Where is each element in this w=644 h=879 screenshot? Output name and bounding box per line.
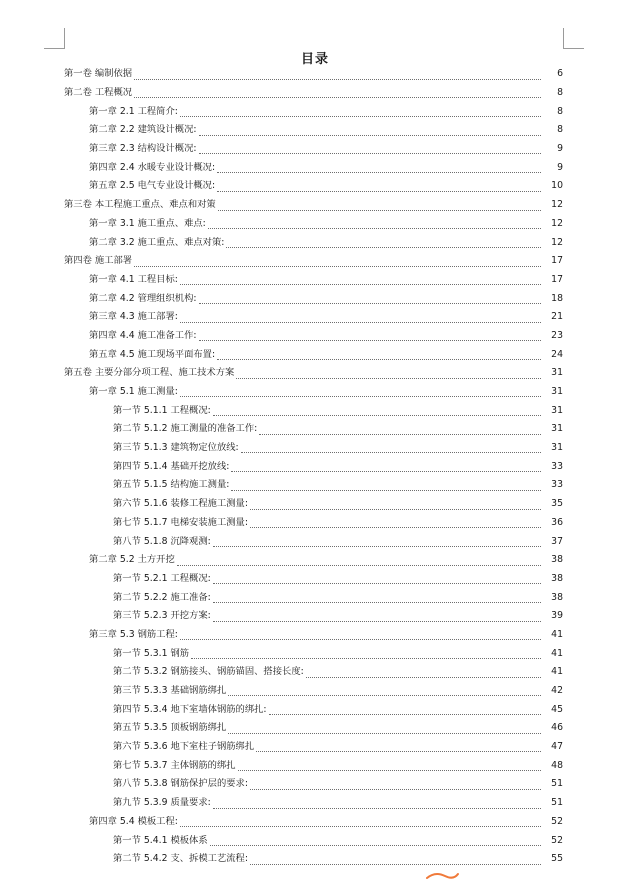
toc-entry-chapter[interactable] [89, 813, 644, 832]
toc-entry-section[interactable] [113, 719, 644, 738]
toc-entry-label: 第一章 5.1 施工测量: [89, 386, 178, 398]
toc-entry-page-number: 35 [551, 498, 563, 510]
toc-entry-page-number: 8 [557, 87, 563, 99]
toc-entry-page-number: 31 [551, 404, 563, 416]
toc-entry-label: 第四章 4.4 施工准备工作: [89, 329, 197, 341]
toc-entry-page-number: 31 [551, 386, 563, 398]
dot-leader [236, 377, 541, 379]
toc-entry-section[interactable] [113, 756, 644, 775]
toc-entry-label: 第四节 5.3.4 地下室墙体钢筋的绑扎: [113, 703, 267, 715]
toc-entry-page-number: 12 [551, 199, 563, 211]
dot-leader [259, 433, 541, 435]
toc-entry-chapter[interactable] [89, 102, 644, 121]
toc-entry-section[interactable] [113, 476, 644, 495]
toc-entry-chapter[interactable] [89, 345, 644, 364]
toc-entry-chapter[interactable] [89, 383, 644, 402]
dot-leader [180, 638, 541, 640]
dot-leader [250, 526, 541, 528]
toc-entry-label: 第一节 5.1.1 工程概况: [113, 404, 211, 416]
toc-entry-label: 第九节 5.3.9 质量要求: [113, 797, 211, 809]
toc-entry-label: 第一节 5.4.1 模板体系 [113, 834, 208, 846]
dot-leader [213, 620, 541, 622]
toc-entry-page-number: 8 [557, 124, 563, 136]
dot-leader [256, 750, 541, 752]
toc-entry-label: 第一章 2.1 工程简介: [89, 105, 178, 117]
dot-leader [199, 152, 542, 154]
toc-entry-section[interactable] [113, 775, 644, 794]
toc-entry-label: 第四章 2.4 水暖专业设计概况: [89, 161, 216, 173]
toc-entry-page-number: 12 [551, 217, 563, 229]
toc-entry-page-number: 41 [551, 647, 563, 659]
toc-entry-page-number: 33 [551, 479, 563, 491]
toc-entry-section[interactable] [113, 682, 644, 701]
toc-entry-chapter[interactable] [89, 158, 644, 177]
dot-leader [213, 414, 541, 416]
dot-leader [180, 825, 541, 827]
toc-entry-chapter[interactable] [89, 177, 644, 196]
toc-entry-chapter[interactable] [89, 233, 644, 252]
toc-entry-page-number: 12 [551, 236, 563, 248]
dot-leader [217, 171, 541, 173]
dot-leader [250, 788, 541, 790]
toc-entry-chapter[interactable] [89, 551, 644, 570]
toc-entry-section[interactable] [113, 850, 644, 869]
toc-entry-section[interactable] [113, 607, 644, 626]
toc-entry-label: 第二节 5.2.2 施工准备: [113, 591, 211, 603]
toc-entry-page-number: 39 [551, 610, 563, 622]
dot-leader [199, 302, 542, 304]
toc-entry-label: 第一节 5.3.1 钢筋 [113, 647, 190, 659]
toc-entry-label: 第三节 5.2.3 开挖方案: [113, 610, 211, 622]
toc-entry-page-number: 52 [551, 815, 563, 827]
toc-entry-volume[interactable] [64, 364, 644, 383]
toc-entry-page-number: 8 [557, 105, 563, 117]
toc-entry-page-number: 45 [551, 703, 563, 715]
dot-leader [134, 96, 541, 98]
toc-entry-section[interactable] [113, 401, 644, 420]
toc-entry-label: 第八节 5.1.8 沉降观测: [113, 535, 211, 547]
dot-leader [228, 694, 541, 696]
dot-leader [208, 227, 541, 229]
toc-entry-page-number: 38 [551, 591, 563, 603]
dot-leader [269, 713, 541, 715]
toc-entry-section[interactable] [113, 644, 644, 663]
crop-mark-top-left [44, 28, 65, 49]
dot-leader [213, 807, 541, 809]
toc-entry-page-number: 48 [551, 759, 563, 771]
toc-entry-section[interactable] [113, 495, 644, 514]
toc-entry-label: 第五节 5.1.5 结构施工测量: [113, 479, 230, 491]
dot-leader [180, 283, 541, 285]
toc-entry-volume[interactable] [64, 65, 644, 84]
dot-leader [191, 657, 541, 659]
dot-leader [199, 134, 542, 136]
toc-entry-volume[interactable] [64, 252, 644, 271]
dot-leader [250, 863, 541, 865]
dot-leader [231, 489, 541, 491]
toc-entry-chapter[interactable] [89, 289, 644, 308]
toc-entry-chapter[interactable] [89, 626, 644, 645]
dot-leader [210, 844, 541, 846]
toc-entry-label: 第四节 5.1.4 基础开挖放线: [113, 460, 230, 472]
toc-entry-section[interactable] [113, 532, 644, 551]
toc-entry-page-number: 41 [551, 666, 563, 678]
toc-entry-label: 第二卷 工程概况 [64, 87, 133, 99]
toc-entry-section[interactable] [113, 663, 644, 682]
toc-entry-label: 第二章 5.2 土方开挖 [89, 554, 175, 566]
dot-leader [213, 545, 541, 547]
dot-leader [217, 358, 541, 360]
dot-leader [134, 265, 541, 267]
dot-leader [199, 339, 542, 341]
toc-entry-label: 第五章 2.5 电气专业设计概况: [89, 180, 216, 192]
toc-entry-label: 第三章 4.3 施工部署: [89, 311, 178, 323]
toc-entry-label: 第一卷 编制依据 [64, 68, 133, 80]
toc-entry-label: 第四卷 施工部署 [64, 255, 133, 267]
toc-entry-volume[interactable] [64, 196, 644, 215]
toc-entry-section[interactable] [113, 439, 644, 458]
toc-entry-section[interactable] [113, 570, 644, 589]
toc-entry-page-number: 33 [551, 460, 563, 472]
toc-entry-page-number: 41 [551, 628, 563, 640]
toc-entry-page-number: 24 [551, 348, 563, 360]
toc-entry-page-number: 9 [557, 143, 563, 155]
toc-entry-label: 第五章 4.5 施工现场平面布置: [89, 348, 216, 360]
dot-leader [228, 732, 541, 734]
toc-entry-page-number: 36 [551, 516, 563, 528]
toc-entry-page-number: 31 [551, 442, 563, 454]
toc-entry-chapter[interactable] [89, 308, 644, 327]
toc-entry-label: 第一章 3.1 施工重点、难点: [89, 217, 206, 229]
toc-entry-label: 第二节 5.3.2 钢筋接头、钢筋锚固、搭接长度: [113, 666, 304, 678]
toc-entry-label: 第一节 5.2.1 工程概况: [113, 572, 211, 584]
scribble-mark-icon [425, 872, 459, 879]
toc-entry-section[interactable] [113, 514, 644, 533]
toc-entry-page-number: 17 [551, 273, 563, 285]
dot-leader [180, 115, 541, 117]
toc-entry-label: 第五节 5.3.5 顶板钢筋绑扎 [113, 722, 227, 734]
crop-mark-top-right [563, 28, 584, 49]
toc-entry-page-number: 38 [551, 572, 563, 584]
toc-entry-label: 第二章 3.2 施工重点、难点对策: [89, 236, 225, 248]
table-of-contents [0, 65, 644, 869]
toc-entry-section[interactable] [113, 738, 644, 757]
dot-leader [180, 321, 541, 323]
page-title: 目录 [300, 52, 329, 67]
toc-entry-label: 第八节 5.3.8 钢筋保护层的要求: [113, 778, 248, 790]
toc-entry-label: 第二章 2.2 建筑设计概况: [89, 124, 197, 136]
dot-leader [177, 564, 541, 566]
toc-entry-label: 第六节 5.3.6 地下室柱子钢筋绑扎 [113, 741, 255, 753]
toc-entry-page-number: 23 [551, 329, 563, 341]
dot-leader [217, 190, 541, 192]
toc-entry-label: 第三卷 本工程施工重点、难点和对策 [64, 199, 216, 211]
toc-entry-page-number: 47 [551, 741, 563, 753]
dot-leader [213, 601, 541, 603]
toc-entry-volume[interactable] [64, 84, 644, 103]
dot-leader [306, 676, 541, 678]
toc-entry-chapter[interactable] [89, 327, 644, 346]
toc-entry-page-number: 17 [551, 255, 563, 267]
toc-entry-chapter[interactable] [89, 121, 644, 140]
toc-entry-section[interactable] [113, 831, 644, 850]
toc-entry-page-number: 10 [551, 180, 563, 192]
toc-entry-section[interactable] [113, 794, 644, 813]
toc-entry-label: 第一章 4.1 工程目标: [89, 273, 178, 285]
toc-entry-label: 第三章 5.3 钢筋工程: [89, 628, 178, 640]
dot-leader [231, 470, 541, 472]
toc-entry-label: 第七节 5.3.7 主体钢筋的绑扎 [113, 759, 236, 771]
dot-leader [238, 769, 541, 771]
toc-entry-page-number: 38 [551, 554, 563, 566]
toc-entry-chapter[interactable] [89, 271, 644, 290]
toc-entry-label: 第五卷 主要分部分项工程、施工技术方案 [64, 367, 235, 379]
toc-entry-section[interactable] [113, 588, 644, 607]
toc-entry-label: 第三章 2.3 结构设计概况: [89, 143, 197, 155]
dot-leader [226, 246, 541, 248]
toc-entry-page-number: 31 [551, 423, 563, 435]
toc-entry-section[interactable] [113, 700, 644, 719]
toc-entry-page-number: 42 [551, 685, 563, 697]
dot-leader [213, 582, 541, 584]
dot-leader [134, 78, 541, 80]
toc-entry-label: 第六节 5.1.6 装修工程施工测量: [113, 498, 248, 510]
dot-leader [180, 395, 541, 397]
dot-leader [250, 508, 541, 510]
toc-entry-page-number: 21 [551, 311, 563, 323]
toc-entry-page-number: 52 [551, 834, 563, 846]
toc-entry-page-number: 31 [551, 367, 563, 379]
toc-entry-label: 第四章 5.4 模板工程: [89, 815, 178, 827]
dot-leader [218, 209, 541, 211]
toc-entry-label: 第二节 5.4.2 支、拆模工艺流程: [113, 853, 248, 865]
toc-entry-section[interactable] [113, 457, 644, 476]
dot-leader [241, 451, 541, 453]
toc-entry-page-number: 51 [551, 778, 563, 790]
toc-entry-label: 第三节 5.1.3 建筑物定位放线: [113, 442, 239, 454]
toc-entry-label: 第二章 4.2 管理组织机构: [89, 292, 197, 304]
toc-entry-chapter[interactable] [89, 140, 644, 159]
toc-entry-section[interactable] [113, 420, 644, 439]
toc-entry-label: 第七节 5.1.7 电梯安装施工测量: [113, 516, 248, 528]
toc-entry-page-number: 18 [551, 292, 563, 304]
toc-entry-page-number: 6 [557, 68, 563, 80]
toc-entry-page-number: 37 [551, 535, 563, 547]
toc-entry-chapter[interactable] [89, 215, 644, 234]
toc-entry-page-number: 55 [551, 853, 563, 865]
toc-entry-page-number: 51 [551, 797, 563, 809]
toc-entry-label: 第二节 5.1.2 施工测量的准备工作: [113, 423, 258, 435]
toc-entry-page-number: 9 [557, 161, 563, 173]
toc-entry-label: 第三节 5.3.3 基础钢筋绑扎 [113, 685, 227, 697]
toc-entry-page-number: 46 [551, 722, 563, 734]
